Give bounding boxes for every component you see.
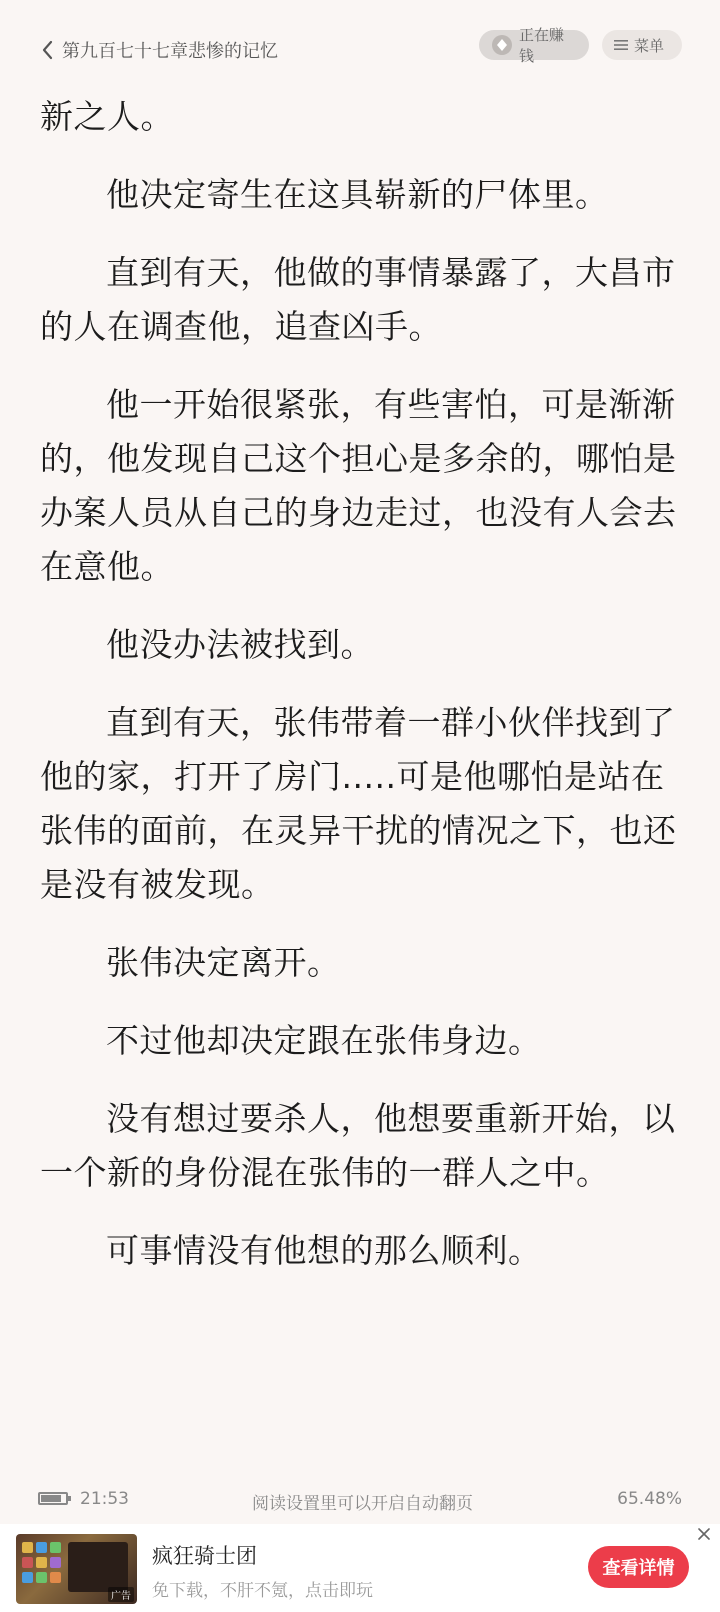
chapter-title: 第九百七十七章悲惨的记忆 bbox=[62, 41, 278, 62]
auto-page-hint: 阅读设置里可以开启自动翻页 bbox=[252, 1494, 473, 1514]
paragraph: 他一开始很紧张，有些害怕，可是渐渐的，他发现自己这个担心是多余的，哪怕是办案人员从自己的身边走过，也没有人会去在意他。 bbox=[40, 385, 677, 586]
ad-subtitle: 免下载，不肝不氪，点击即玩 bbox=[152, 1581, 373, 1601]
diamond-icon bbox=[491, 34, 513, 56]
ad-thumbnail[interactable] bbox=[16, 1534, 137, 1604]
paragraph: 新之人。 bbox=[40, 97, 174, 136]
ad-tag: 广告 bbox=[108, 1587, 134, 1602]
earning-label: 正在赚钱 bbox=[519, 26, 565, 65]
reader-top-bar bbox=[0, 0, 720, 90]
paragraph: 张伟决定离开。 bbox=[106, 943, 341, 982]
menu-label: 菜单 bbox=[634, 36, 665, 55]
menu-button[interactable] bbox=[602, 30, 682, 60]
chevron-left-icon bbox=[40, 39, 54, 61]
paragraph: 他没办法被找到。 bbox=[106, 625, 374, 664]
ad-banner[interactable] bbox=[0, 1524, 720, 1612]
earning-button[interactable] bbox=[479, 26, 589, 65]
reader-status-bar bbox=[0, 1480, 720, 1520]
paragraph: 直到有天，张伟带着一群小伙伴找到了他的家，打开了房门.....可是他哪怕是站在张伟的面前，在灵异干扰的情况之下，也还是没有被发现。 bbox=[40, 703, 677, 904]
chapter-text[interactable] bbox=[40, 90, 680, 1278]
reading-progress: 65.48% bbox=[617, 1489, 682, 1509]
paragraph: 没有想过要杀人，他想要重新开始，以一个新的身份混在张伟的一群人之中。 bbox=[40, 1099, 676, 1192]
back-button[interactable] bbox=[40, 36, 278, 64]
paragraph: 他决定寄生在这具崭新的尸体里。 bbox=[106, 175, 609, 214]
paragraph: 直到有天，他做的事情暴露了，大昌市的人在调查他，追查凶手。 bbox=[40, 253, 676, 346]
paragraph: 不过他却决定跟在张伟身边。 bbox=[106, 1021, 542, 1060]
paragraph: 可事情没有他想的那么顺利。 bbox=[106, 1231, 542, 1270]
ad-title[interactable]: 疯狂骑士团 bbox=[152, 1544, 257, 1568]
battery-icon bbox=[38, 1492, 68, 1505]
clock-time: 21:53 bbox=[80, 1489, 129, 1509]
menu-lines-icon bbox=[614, 39, 628, 51]
close-icon[interactable] bbox=[694, 1524, 714, 1544]
ad-details-button[interactable]: 查看详情 bbox=[588, 1546, 689, 1588]
